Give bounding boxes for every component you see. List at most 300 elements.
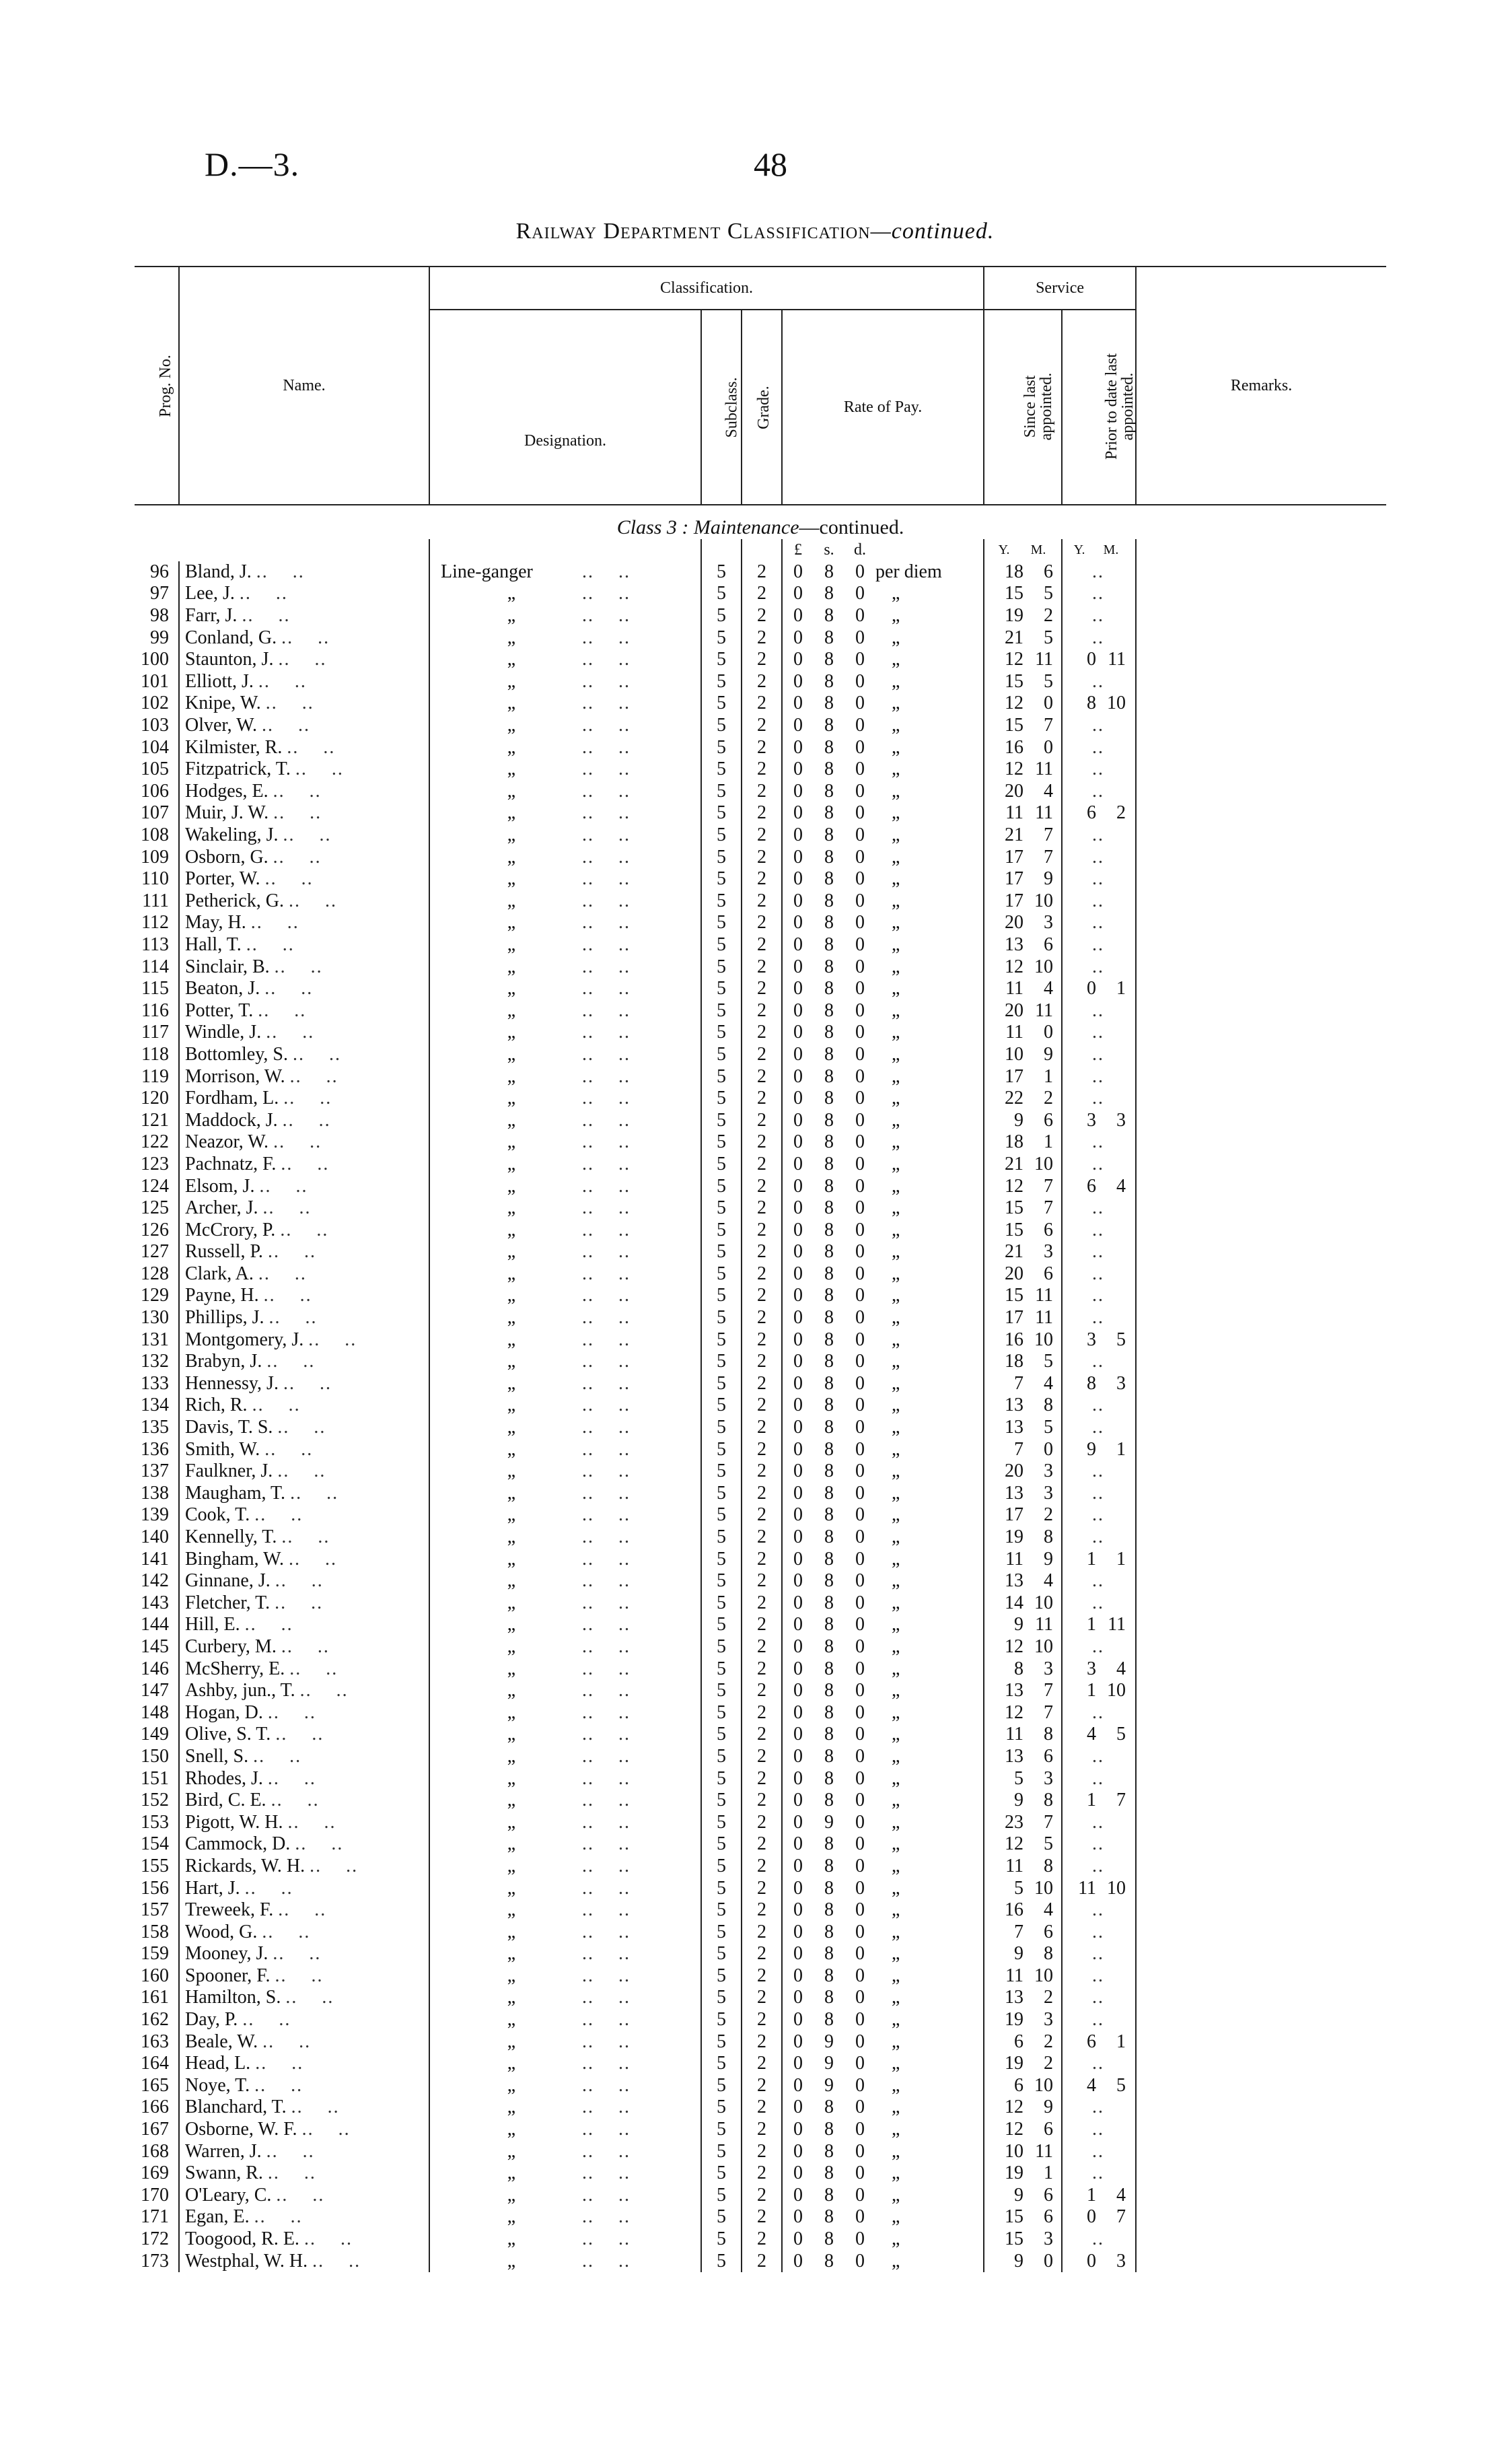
service-prior: .. — [1062, 1746, 1136, 1768]
grade: 2 — [742, 1460, 782, 1483]
subclass: 5 — [701, 978, 742, 1000]
table-row — [135, 956, 1386, 978]
service-prior: .. — [1062, 2053, 1136, 2075]
employee-name: Russell, P. .. .. — [179, 1241, 429, 1263]
subclass: 5 — [701, 1241, 742, 1263]
table-row — [135, 1965, 1386, 1987]
prog-number: 141 — [141, 1548, 169, 1570]
employee-name: Muir, J. W. .. .. — [179, 802, 429, 824]
employee-name: Bland, J. .. .. — [179, 561, 429, 584]
remarks — [1136, 1504, 1386, 1526]
service-prior: .. — [1062, 736, 1136, 759]
prog-number: 111 — [142, 890, 169, 911]
subclass: 5 — [701, 2009, 742, 2031]
subclass: 5 — [701, 1833, 742, 1856]
service-prior: .. — [1062, 1701, 1136, 1724]
service-prior: .. — [1062, 1570, 1136, 1592]
designation: „ .. .. — [429, 2031, 701, 2053]
col-name: Name. — [179, 267, 429, 505]
remarks — [1136, 1943, 1386, 1965]
service-prior: .. — [1062, 956, 1136, 978]
remarks — [1136, 2228, 1386, 2251]
service-since: 12 10 — [984, 956, 1062, 978]
designation: „ .. .. — [429, 1373, 701, 1395]
service-since: 21 7 — [984, 824, 1062, 847]
employee-name: Sinclair, B. .. .. — [179, 956, 429, 978]
grade: 2 — [742, 671, 782, 693]
rate-of-pay: 0 8 0 „ — [782, 1767, 984, 1790]
service-since: 23 7 — [984, 1811, 1062, 1833]
designation: „ .. .. — [429, 2119, 701, 2141]
service-prior: .. — [1062, 2162, 1136, 2185]
designation: „ .. .. — [429, 1856, 701, 1878]
rate-of-pay: 0 8 0 „ — [782, 1965, 984, 1987]
prog-number: 172 — [141, 2228, 169, 2250]
rate-of-pay: 0 8 0 „ — [782, 1131, 984, 1154]
rate-of-pay: 0 8 0 „ — [782, 1856, 984, 1878]
designation: „ .. .. — [429, 1570, 701, 1592]
table-row — [135, 2162, 1386, 2185]
grade: 2 — [742, 1548, 782, 1570]
service-prior: .. — [1062, 2228, 1136, 2251]
service-prior: 1 4 — [1062, 2185, 1136, 2207]
table-row — [135, 561, 1386, 584]
rate-of-pay: 0 8 0 per diem — [782, 561, 984, 584]
prog-number: 158 — [141, 1921, 169, 1942]
col-remarks: Remarks. — [1136, 267, 1386, 505]
table-row — [135, 1373, 1386, 1395]
subclass: 5 — [701, 956, 742, 978]
subclass: 5 — [701, 1701, 742, 1724]
rate-of-pay: 0 8 0 „ — [782, 736, 984, 759]
table-row — [135, 2119, 1386, 2141]
rate-of-pay: 0 8 0 „ — [782, 1088, 984, 1110]
table-row — [135, 693, 1386, 715]
grade: 2 — [742, 1329, 782, 1351]
service-prior: .. — [1062, 1351, 1136, 1373]
rate-of-pay: 0 8 0 „ — [782, 802, 984, 824]
prog-number: 113 — [141, 934, 169, 955]
prog-number: 133 — [141, 1372, 169, 1394]
designation: „ .. .. — [429, 1088, 701, 1110]
remarks — [1136, 1987, 1386, 2009]
employee-name: Olver, W. .. .. — [179, 715, 429, 737]
prog-number: 149 — [141, 1724, 169, 1745]
employee-name: Kennelly, T. .. .. — [179, 1526, 429, 1549]
page-number: 48 — [754, 145, 787, 183]
designation: „ .. .. — [429, 715, 701, 737]
prog-number: 169 — [141, 2162, 169, 2184]
employee-name: Maddock, J. .. .. — [179, 1109, 429, 1131]
service-prior: .. — [1062, 583, 1136, 605]
grade: 2 — [742, 649, 782, 671]
table-row — [135, 1154, 1386, 1176]
subclass: 5 — [701, 1724, 742, 1746]
grade: 2 — [742, 1921, 782, 1943]
service-since: 17 11 — [984, 1307, 1062, 1329]
service-since: 13 6 — [984, 1746, 1062, 1768]
prog-number: 165 — [141, 2074, 169, 2096]
employee-name: Smith, W. .. .. — [179, 1438, 429, 1460]
service-since: 7 4 — [984, 1373, 1062, 1395]
service-prior: .. — [1062, 2097, 1136, 2119]
subclass: 5 — [701, 934, 742, 956]
table-row — [135, 890, 1386, 913]
grade: 2 — [742, 759, 782, 781]
rate-of-pay: 0 8 0 „ — [782, 1614, 984, 1636]
subclass: 5 — [701, 846, 742, 868]
rate-of-pay: 0 8 0 „ — [782, 999, 984, 1022]
service-since: 20 6 — [984, 1263, 1062, 1286]
employee-name: Beale, W. .. .. — [179, 2031, 429, 2053]
prog-number: 164 — [141, 2053, 169, 2074]
table-row — [135, 868, 1386, 890]
designation: „ .. .. — [429, 1680, 701, 1702]
table-row — [135, 1504, 1386, 1526]
subclass: 5 — [701, 2185, 742, 2207]
employee-name: Westphal, W. H. .. .. — [179, 2250, 429, 2272]
service-prior: .. — [1062, 1943, 1136, 1965]
employee-name: Warren, J. .. .. — [179, 2140, 429, 2162]
service-since: 12 7 — [984, 1175, 1062, 1197]
service-since: 19 2 — [984, 605, 1062, 627]
table-row — [135, 1263, 1386, 1286]
subclass: 5 — [701, 1943, 742, 1965]
remarks — [1136, 1088, 1386, 1110]
section-heading — [135, 505, 1386, 539]
subclass: 5 — [701, 802, 742, 824]
subclass: 5 — [701, 1483, 742, 1505]
col-since-appointed: Since last appointed. — [984, 310, 1062, 505]
designation: „ .. .. — [429, 2206, 701, 2228]
prog-number: 98 — [150, 605, 169, 627]
subclass: 5 — [701, 1307, 742, 1329]
rate-of-pay: 0 9 0 „ — [782, 2075, 984, 2097]
prog-number: 106 — [141, 780, 169, 802]
service-prior: .. — [1062, 1899, 1136, 1922]
designation: „ .. .. — [429, 1483, 701, 1505]
table-row — [135, 2185, 1386, 2207]
rate-of-pay: 0 8 0 „ — [782, 956, 984, 978]
employee-name: Hogan, D. .. .. — [179, 1701, 429, 1724]
subclass: 5 — [701, 1680, 742, 1702]
grade: 2 — [742, 1483, 782, 1505]
table-row — [135, 1680, 1386, 1702]
table-row — [135, 1395, 1386, 1417]
grade: 2 — [742, 1526, 782, 1549]
service-prior: .. — [1062, 1285, 1136, 1307]
remarks — [1136, 1724, 1386, 1746]
subclass: 5 — [701, 1088, 742, 1110]
prog-number: 166 — [141, 2097, 169, 2118]
subclass: 5 — [701, 1065, 742, 1088]
remarks — [1136, 1263, 1386, 1286]
grade: 2 — [742, 1263, 782, 1286]
remarks — [1136, 1899, 1386, 1922]
rate-of-pay: 0 8 0 „ — [782, 1307, 984, 1329]
subclass: 5 — [701, 2031, 742, 2053]
grade: 2 — [742, 1570, 782, 1592]
remarks — [1136, 1790, 1386, 1812]
subclass: 5 — [701, 2250, 742, 2272]
employee-name: Day, P. .. .. — [179, 2009, 429, 2031]
rate-of-pay: 0 8 0 „ — [782, 2185, 984, 2207]
prog-number: 112 — [141, 912, 169, 934]
table-row — [135, 1899, 1386, 1922]
designation: „ .. .. — [429, 583, 701, 605]
prog-number: 99 — [150, 627, 169, 648]
subclass: 5 — [701, 1614, 742, 1636]
grade: 2 — [742, 846, 782, 868]
subclass: 5 — [701, 627, 742, 649]
employee-name: Snell, S. .. .. — [179, 1746, 429, 1768]
service-prior: .. — [1062, 1526, 1136, 1549]
service-prior: 0 3 — [1062, 2250, 1136, 2272]
service-prior: .. — [1062, 1088, 1136, 1110]
designation: „ .. .. — [429, 1790, 701, 1812]
table-row — [135, 1285, 1386, 1307]
remarks — [1136, 2009, 1386, 2031]
subclass: 5 — [701, 2119, 742, 2141]
rate-of-pay: 0 8 0 „ — [782, 934, 984, 956]
employee-name: Kilmister, R. .. .. — [179, 736, 429, 759]
service-prior: .. — [1062, 2009, 1136, 2031]
rate-of-pay: 0 8 0 „ — [782, 1373, 984, 1395]
grade: 2 — [742, 1109, 782, 1131]
designation: „ .. .. — [429, 1263, 701, 1286]
col-prior-appointed: Prior to date last appointed. — [1062, 310, 1136, 505]
grade: 2 — [742, 802, 782, 824]
rate-of-pay: 0 8 0 „ — [782, 1483, 984, 1505]
service-since: 13 5 — [984, 1417, 1062, 1439]
designation: „ .. .. — [429, 1329, 701, 1351]
service-prior: .. — [1062, 605, 1136, 627]
employee-name: Hamilton, S. .. .. — [179, 1987, 429, 2009]
employee-name: Windle, J. .. .. — [179, 1022, 429, 1044]
remarks — [1136, 627, 1386, 649]
grade: 2 — [742, 1395, 782, 1417]
designation: „ .. .. — [429, 999, 701, 1022]
service-since: 16 4 — [984, 1899, 1062, 1922]
grade: 2 — [742, 1856, 782, 1878]
prog-number: 131 — [141, 1329, 169, 1350]
employee-name: Mooney, J. .. .. — [179, 1943, 429, 1965]
service-prior: .. — [1062, 781, 1136, 803]
employee-name: O'Leary, C. .. .. — [179, 2185, 429, 2207]
prog-number: 127 — [141, 1241, 169, 1263]
grade: 2 — [742, 934, 782, 956]
rate-of-pay: 0 8 0 „ — [782, 715, 984, 737]
rate-of-pay: 0 8 0 „ — [782, 1460, 984, 1483]
service-prior: .. — [1062, 1921, 1136, 1943]
employee-name: Osborn, G. .. .. — [179, 846, 429, 868]
service-since: 11 4 — [984, 978, 1062, 1000]
remarks — [1136, 715, 1386, 737]
subclass: 5 — [701, 1570, 742, 1592]
employee-name: Brabyn, J. .. .. — [179, 1351, 429, 1373]
designation: „ .. .. — [429, 1965, 701, 1987]
page-title — [0, 219, 1510, 244]
designation: Line-ganger .. .. — [429, 561, 701, 584]
remarks — [1136, 1570, 1386, 1592]
rate-of-pay: 0 8 0 „ — [782, 1790, 984, 1812]
employee-name: Hart, J. .. .. — [179, 1877, 429, 1899]
service-since: 12 7 — [984, 1701, 1062, 1724]
remarks — [1136, 1701, 1386, 1724]
prog-number: 118 — [141, 1043, 169, 1065]
employee-name: Egan, E. .. .. — [179, 2206, 429, 2228]
rate-of-pay: 0 8 0 „ — [782, 1263, 984, 1286]
table-row — [135, 759, 1386, 781]
service-since: 9 0 — [984, 2250, 1062, 2272]
service-since: 15 7 — [984, 1197, 1062, 1220]
prog-number: 115 — [141, 978, 169, 999]
prog-number: 160 — [141, 1965, 169, 1986]
employee-name: Porter, W. .. .. — [179, 868, 429, 890]
prog-number: 146 — [141, 1658, 169, 1679]
employee-name: Hall, T. .. .. — [179, 934, 429, 956]
rate-of-pay: 0 8 0 „ — [782, 605, 984, 627]
subclass: 5 — [701, 1548, 742, 1570]
prog-number: 156 — [141, 1877, 169, 1899]
grade: 2 — [742, 912, 782, 934]
employee-name: Pigott, W. H. .. .. — [179, 1811, 429, 1833]
grade: 2 — [742, 1044, 782, 1066]
designation: „ .. .. — [429, 1109, 701, 1131]
remarks — [1136, 1526, 1386, 1549]
employee-name: Bottomley, S. .. .. — [179, 1044, 429, 1066]
subclass: 5 — [701, 912, 742, 934]
subclass: 5 — [701, 1526, 742, 1549]
service-since: 22 2 — [984, 1088, 1062, 1110]
grade: 2 — [742, 1658, 782, 1680]
designation: „ .. .. — [429, 846, 701, 868]
table-row — [135, 1483, 1386, 1505]
prog-number: 122 — [141, 1131, 169, 1153]
remarks — [1136, 999, 1386, 1022]
rate-of-pay: 0 8 0 „ — [782, 1899, 984, 1922]
service-prior: 0 7 — [1062, 2206, 1136, 2228]
subclass: 5 — [701, 1790, 742, 1812]
subclass: 5 — [701, 1109, 742, 1131]
remarks — [1136, 1592, 1386, 1615]
remarks — [1136, 2053, 1386, 2075]
table-row — [135, 1088, 1386, 1110]
grade: 2 — [742, 1811, 782, 1833]
document-reference: D.—3. — [205, 145, 300, 183]
rate-of-pay: 0 8 0 „ — [782, 1833, 984, 1856]
grade: 2 — [742, 1285, 782, 1307]
service-prior: .. — [1062, 912, 1136, 934]
prog-number: 139 — [141, 1504, 169, 1526]
designation: „ .. .. — [429, 934, 701, 956]
employee-name: Swann, R. .. .. — [179, 2162, 429, 2185]
subclass: 5 — [701, 1965, 742, 1987]
prior-units: Y. M. — [1062, 539, 1136, 561]
designation: „ .. .. — [429, 1921, 701, 1943]
grade: 2 — [742, 2162, 782, 2185]
service-since: 17 9 — [984, 868, 1062, 890]
remarks — [1136, 583, 1386, 605]
designation: „ .. .. — [429, 2185, 701, 2207]
service-prior: .. — [1062, 1263, 1136, 1286]
designation: „ .. .. — [429, 736, 701, 759]
table-row — [135, 1833, 1386, 1856]
service-prior: 9 1 — [1062, 1438, 1136, 1460]
prog-number: 173 — [141, 2250, 169, 2272]
service-since: 8 3 — [984, 1658, 1062, 1680]
prog-number: 120 — [141, 1088, 169, 1109]
remarks — [1136, 1417, 1386, 1439]
service-since: 12 6 — [984, 2119, 1062, 2141]
employee-name: Conland, G. .. .. — [179, 627, 429, 649]
subclass: 5 — [701, 1351, 742, 1373]
service-since: 9 6 — [984, 1109, 1062, 1131]
prog-number: 171 — [141, 2206, 169, 2228]
service-since: 19 1 — [984, 2162, 1062, 2185]
remarks — [1136, 736, 1386, 759]
rate-of-pay: 0 8 0 „ — [782, 1987, 984, 2009]
remarks — [1136, 1109, 1386, 1131]
subclass: 5 — [701, 999, 742, 1022]
prog-number: 154 — [141, 1833, 169, 1855]
table-row — [135, 912, 1386, 934]
designation: „ .. .. — [429, 605, 701, 627]
employee-name: Lee, J. .. .. — [179, 583, 429, 605]
grade: 2 — [742, 1724, 782, 1746]
rate-of-pay: 0 8 0 „ — [782, 1570, 984, 1592]
employee-name: Wakeling, J. .. .. — [179, 824, 429, 847]
table-row — [135, 2075, 1386, 2097]
employee-name: Rickards, W. H. .. .. — [179, 1856, 429, 1878]
subclass: 5 — [701, 1877, 742, 1899]
subclass: 5 — [701, 2140, 742, 2162]
service-since: 18 5 — [984, 1351, 1062, 1373]
subclass: 5 — [701, 1658, 742, 1680]
service-prior: .. — [1062, 890, 1136, 913]
service-prior: 1 1 — [1062, 1548, 1136, 1570]
service-since: 13 6 — [984, 934, 1062, 956]
grade: 2 — [742, 1022, 782, 1044]
service-since: 12 11 — [984, 649, 1062, 671]
service-prior: 1 10 — [1062, 1680, 1136, 1702]
rate-of-pay: 0 8 0 „ — [782, 2140, 984, 2162]
designation: „ .. .. — [429, 2075, 701, 2097]
remarks — [1136, 1483, 1386, 1505]
rate-of-pay: 0 8 0 „ — [782, 2206, 984, 2228]
service-since: 15 5 — [984, 671, 1062, 693]
table-row — [135, 1417, 1386, 1439]
designation: „ .. .. — [429, 1767, 701, 1790]
remarks — [1136, 1548, 1386, 1570]
employee-name: Rich, R. .. .. — [179, 1395, 429, 1417]
service-prior: 4 5 — [1062, 1724, 1136, 1746]
prog-number: 97 — [150, 583, 169, 604]
remarks — [1136, 1877, 1386, 1899]
employee-name: May, H. .. .. — [179, 912, 429, 934]
employee-name: Blanchard, T. .. .. — [179, 2097, 429, 2119]
table-row — [135, 649, 1386, 671]
remarks — [1136, 1175, 1386, 1197]
prog-number: 168 — [141, 2140, 169, 2162]
service-since: 13 4 — [984, 1570, 1062, 1592]
employee-name: McCrory, P. .. .. — [179, 1219, 429, 1241]
remarks — [1136, 1131, 1386, 1154]
service-since: 18 6 — [984, 561, 1062, 584]
table-row — [135, 1329, 1386, 1351]
prog-number: 105 — [141, 759, 169, 780]
employee-name: Petherick, G. .. .. — [179, 890, 429, 913]
